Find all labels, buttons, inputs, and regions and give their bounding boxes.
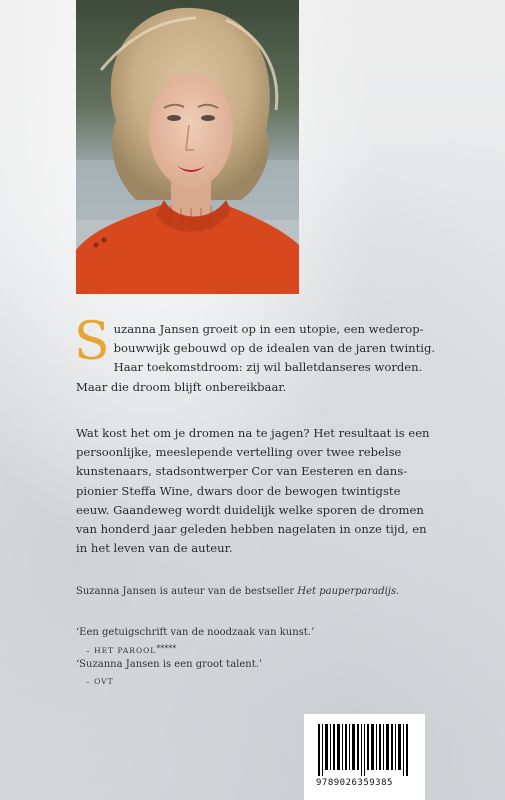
review-quote-1: ‘Een getuigschrift van de noodzaak van kunst.’	[76, 627, 315, 638]
blurb-paragraph-1-text: uzanna Jansen groeit op in een utopie, een wederop-bouwwijk gebouwd op de idealen van de jaren twintig. Haar toekomstdroom: zij wil balletdanseres worden. Maar die droom blijft onbereikbaar.	[76, 322, 436, 394]
review-quote-2: ‘Suzanna Jansen is een groot talent.’	[76, 659, 263, 670]
drop-cap: S	[74, 312, 110, 372]
isbn-number: 9789026359385	[316, 778, 393, 788]
blurb-paragraph-2	[76, 424, 436, 558]
review-source-1	[86, 642, 176, 658]
author-portrait-image	[76, 0, 299, 294]
author-note-book-title: Het pauperparadijs	[297, 586, 397, 597]
barcode-bars-icon	[314, 724, 415, 776]
blurb-paragraph-1	[74, 312, 436, 397]
blurb-paragraph-2-text: Wat kost het om je dromen na te jagen? Het resultaat is een persoonlijke, meeslepende vertelling over twee rebelse kunstenaars, stadsontwerper Cor van Eesteren en dans-pionier Steffa Wine, dwars door de bewogen twintigste eeuw. Gaandeweg wordt duidelijk welke sporen de dromen van honderd jaar geleden hebben nagelaten in onze tijd, en in het leven van de auteur.	[76, 426, 430, 556]
review-source-1-name: – HET PAROOL	[86, 646, 157, 655]
author-note	[76, 585, 456, 599]
barcode	[304, 714, 425, 800]
review-rating-stars: *****	[156, 644, 177, 653]
author-photo	[76, 0, 299, 294]
review-source-2: – OVT	[86, 677, 114, 686]
author-note-prefix: Suzanna Jansen is auteur van de bestseller	[76, 586, 298, 597]
author-note-suffix: .	[396, 586, 400, 597]
